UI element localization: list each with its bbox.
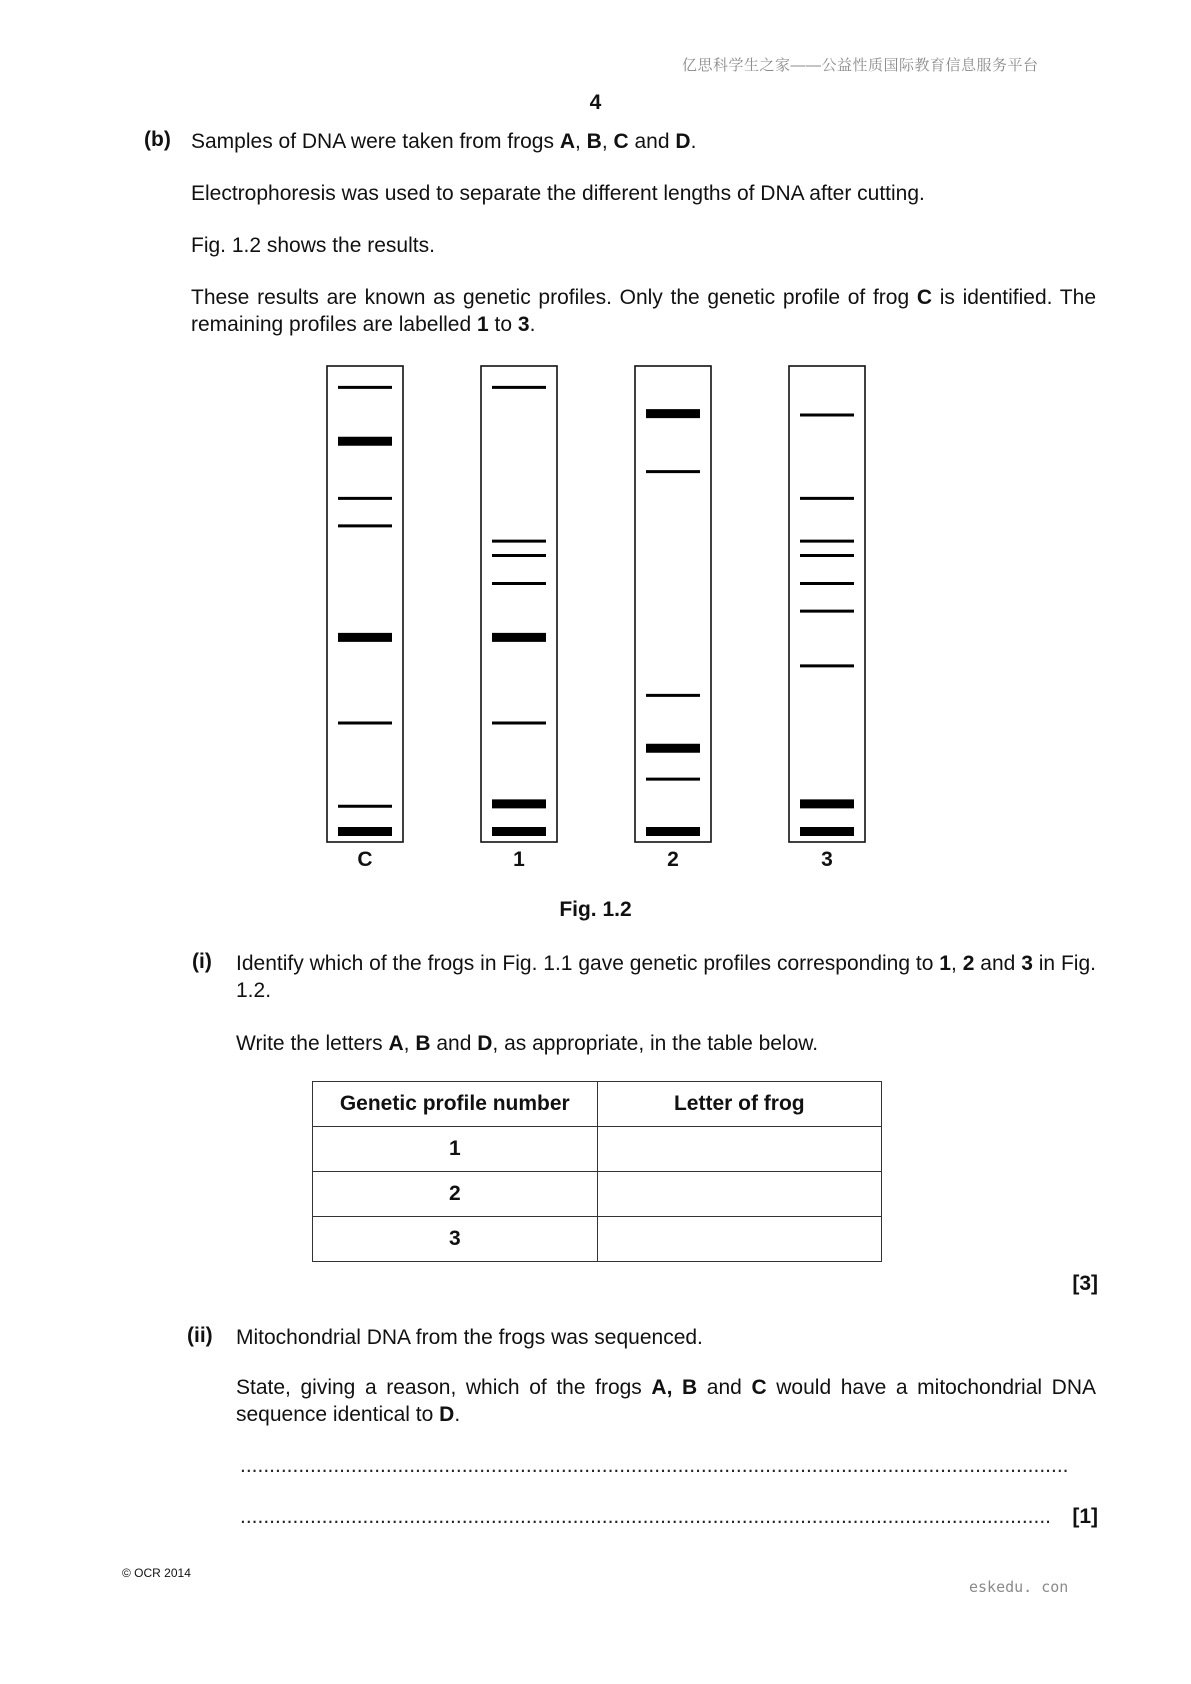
table-row [313,1217,882,1262]
part-b-intro: Samples of DNA were taken from frogs A, B, C and D. [191,130,697,153]
part-i-marks: [3] [1072,1272,1098,1295]
profile-number-cell: 1 [313,1127,598,1172]
table-row [313,1172,882,1217]
letter-answer-cell[interactable] [597,1127,881,1172]
gel-electrophoresis-figure [320,360,880,880]
page-number: 4 [589,91,602,114]
lane-label-1: 1 [513,848,525,871]
gel-lane-3 [789,366,865,842]
table-row [313,1127,882,1172]
profile-number-cell: 3 [313,1217,598,1262]
figure-caption: Fig. 1.2 [559,898,632,921]
lane-label-2: 2 [667,848,679,871]
table-header-profile-number: Genetic profile number [313,1082,598,1127]
gel-lane-1 [481,366,557,842]
genetic-profiles-text: These results are known as genetic profiles. Only the genetic profile of frog C is identified. The remaining profiles are labelled 1 to 3. [191,286,1096,336]
part-b-label: (b) [144,128,171,151]
electrophoresis-text: Electrophoresis was used to separate the different lengths of DNA after cutting. [191,182,925,205]
answer-table [312,1081,882,1262]
part-ii-label: (ii) [187,1324,213,1347]
site-watermark: eskedu. con [969,1578,1069,1596]
part-i-instruction: Write the letters A, B and D, as appropriate, in the table below. [236,1032,819,1055]
copyright-text: © OCR 2014 [122,1566,191,1580]
gel-lane-2 [635,366,711,842]
part-ii-question: State, giving a reason, which of the frogs A, B and C would have a mitochondrial DNA sequence identical to D. [236,1376,1097,1426]
part-ii-statement: Mitochondrial DNA from the frogs was sequenced. [236,1326,703,1349]
watermark-text: 亿思科学生之家——公益性质国际教育信息服务平台 [682,57,1039,74]
part-i-question: Identify which of the frogs in Fig. 1.1 gave genetic profiles corresponding to 1, 2 and 3 in Fig. 1.2. [236,952,1096,1002]
part-i-label: (i) [192,950,212,973]
answer-line-1[interactable]: .............................................................................................................................................. [240,1454,1069,1477]
profile-number-cell: 2 [313,1172,598,1217]
answer-line-2[interactable]: ........................................................................................................................................... [240,1505,1051,1528]
lane-label-3: 3 [821,848,833,871]
letter-answer-cell[interactable] [597,1217,881,1262]
part-ii-marks: [1] [1072,1505,1098,1528]
table-header-letter: Letter of frog [597,1082,881,1127]
lane-label-C: C [357,848,373,871]
letter-answer-cell[interactable] [597,1172,881,1217]
fig-reference-text: Fig. 1.2 shows the results. [191,234,435,257]
